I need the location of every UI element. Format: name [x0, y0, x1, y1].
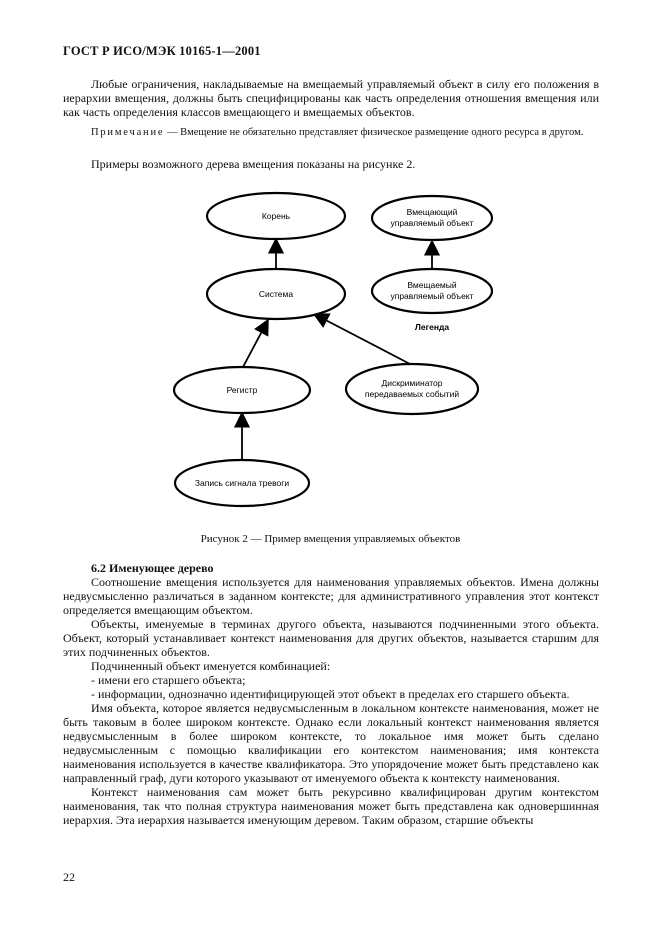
intro-paragraph-2: Примеры возможного дерева вмещения показаны на рисунке 2. [91, 157, 416, 171]
legend-contained-label-1: Вмещаемый [407, 280, 457, 290]
node-system-label: Система [258, 289, 294, 299]
legend-contained-object [372, 269, 492, 313]
node-event-discriminator [346, 364, 478, 414]
node-alarm-record-label: Запись сигнала тревоги [194, 478, 290, 488]
note-text: — Вмещение не обязательно представляет физическое размещение одного ресурса в другом. [164, 127, 584, 138]
figure-caption: Рисунок 2 — Пример вмещения управляемых объектов [200, 533, 461, 545]
section-paragraph-3: Подчиненный объект именуется комбинацией: [91, 659, 331, 673]
note-label: Примечание [91, 127, 165, 138]
section-paragraph-4: Имя объекта, которое является недвусмысленным в локальном контексте наименования, может не быть таковым в более широком контексте. Однако если локальный контекст наименования является недвусмысленным в более широком контексте, то локальное имя может быть сделано недвусмысленным с помощью квалификации его контекстом наименования; имя контекста наименования используется в качестве квалификатора. Это упорядочение может быть представлено как направленный граф, дуги которого указывают от именуемого объекта к контексту наименования. [63, 701, 599, 785]
edge-discriminator-to-system [314, 314, 410, 364]
list-item-2: - информации, однозначно идентифицирующей этот объект в пределах его старшего объекта. [91, 687, 570, 701]
edge-register-to-system [243, 320, 268, 367]
legend-title: Легенда [414, 322, 450, 332]
node-root [207, 193, 345, 239]
section-paragraph-2: Объекты, именуемые в терминах другого объекта, называются подчиненными этого объекта. Объект, который устанавливает контекст наименования для других объектов, называется старшим для этих подчиненных объектов. [63, 617, 599, 659]
node-discriminator-label-2: передаваемых событий [364, 389, 460, 399]
node-register [174, 367, 310, 413]
node-root-label: Корень [261, 211, 291, 221]
section-paragraph-5: Контекст наименования сам может быть рекурсивно квалифицирован другим контекстом наименования, так что полная структура наименования может быть представлена как одновершинная иерархия. Эта иерархия называется именующим деревом. Таким образом, старшие объекты [63, 785, 599, 827]
section-title: 6.2 Именующее дерево [91, 561, 214, 575]
node-discriminator-label-1: Дискриминатор [381, 378, 443, 388]
node-register-label: Регистр [226, 385, 258, 395]
intro-paragraph-1: Любые ограничения, накладываемые на вмещаемый управляемый объект в силу его положения в иерархии вмещения, должны быть специфицированы как часть определения отношения вмещения или как часть определения классов вмещающего и вмещаемых объектов. [63, 77, 599, 119]
legend-containing-object [372, 196, 492, 240]
page-number: 22 [63, 870, 75, 884]
section-paragraph-1: Соотношение вмещения используется для наименования управляемых объектов. Имена должны недвусмысленно различаться в заданном контексте; для административного управления этот контекст определяется вмещающим объектом. [63, 575, 599, 617]
document-header: ГОСТ Р ИСО/МЭК 10165-1—2001 [63, 44, 261, 58]
list-item-1: - имени его старшего объекта; [91, 673, 246, 687]
legend-contained-label-2: управляемый объект [390, 291, 474, 301]
legend-containing-label-2: управляемый объект [390, 218, 474, 228]
node-alarm-record [175, 460, 309, 506]
legend-containing-label-1: Вмещающий [406, 207, 458, 217]
node-system [207, 269, 345, 319]
